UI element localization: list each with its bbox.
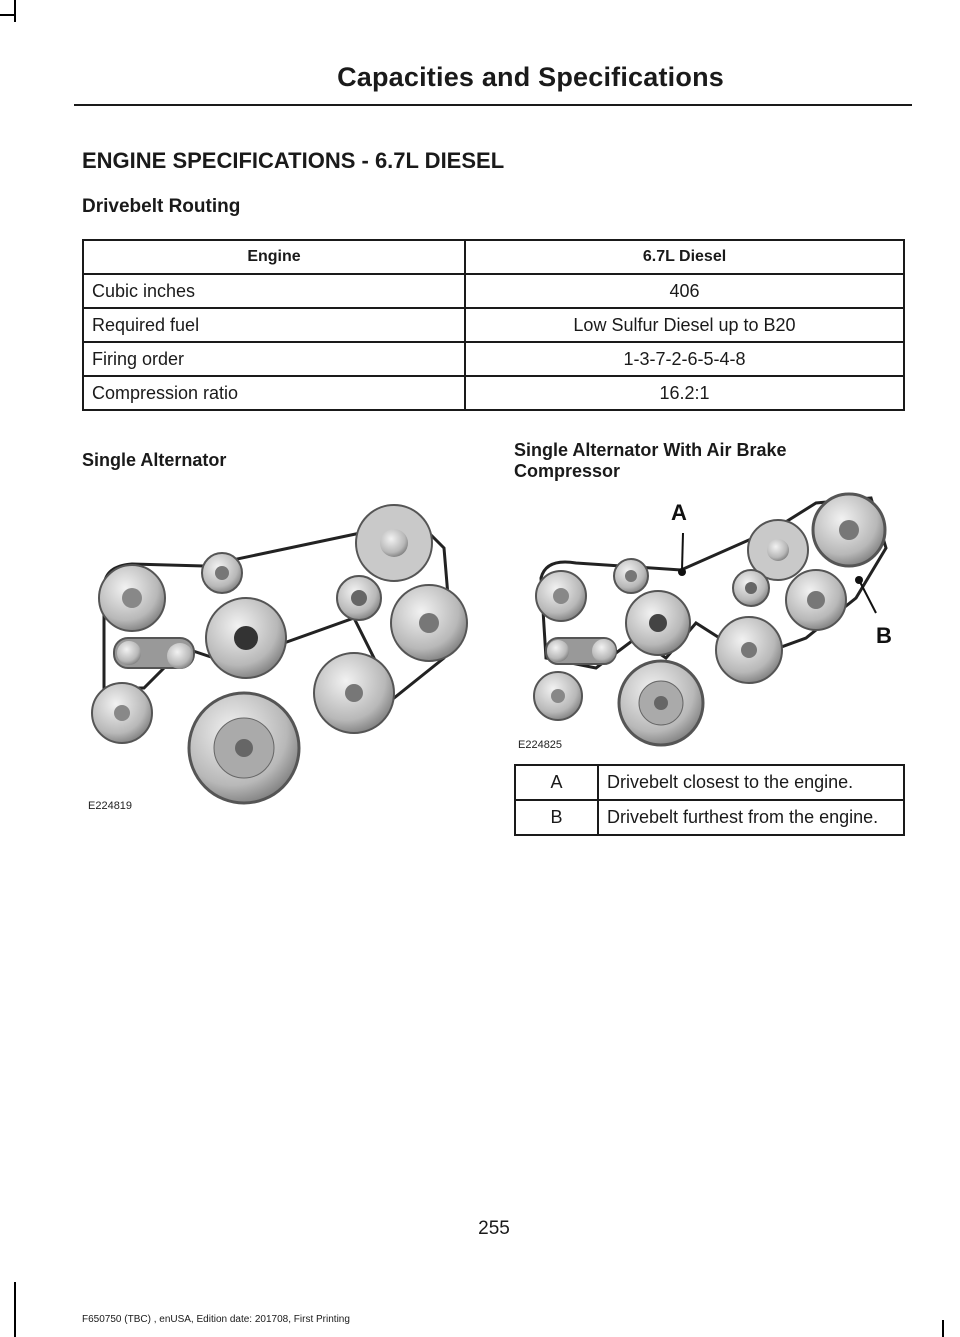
spec-label: Firing order	[83, 342, 465, 376]
pulley-water-pump	[626, 591, 690, 655]
section-subtitle: Drivebelt Routing	[82, 196, 241, 217]
header-divider	[74, 104, 912, 106]
crop-mark	[942, 1320, 944, 1337]
callout-a-label: A	[671, 500, 687, 525]
alternator	[356, 505, 432, 581]
spec-label: Required fuel	[83, 308, 465, 342]
pulley-idler-right	[733, 570, 769, 606]
pulley-idler-top	[202, 553, 242, 593]
pulley-tensioner	[114, 638, 194, 669]
callout-b-leader	[859, 580, 876, 613]
pulley-upper-left	[536, 571, 586, 621]
spec-value: 406	[465, 274, 904, 308]
single-alternator-belt-diagram	[84, 488, 476, 818]
pulley-lower-left	[92, 683, 152, 743]
crop-mark	[0, 14, 16, 16]
pulley-crankshaft-damper	[189, 693, 299, 803]
legend-description: Drivebelt furthest from the engine.	[598, 800, 904, 835]
pulley-tensioner	[546, 638, 616, 664]
spec-label: Cubic inches	[83, 274, 465, 308]
table-row	[83, 308, 904, 342]
callout-b-dot	[855, 576, 863, 584]
table-row	[515, 765, 904, 800]
callout-a-leader	[682, 533, 683, 570]
engine-spec-table	[82, 239, 905, 411]
pulley-water-pump	[206, 598, 286, 678]
page-header-title: Capacities and Specifications	[337, 62, 724, 92]
spec-value: Low Sulfur Diesel up to B20	[465, 308, 904, 342]
pulley-fan	[391, 585, 467, 661]
crop-mark	[14, 1282, 16, 1337]
figure-title-air-brake-compressor: Single Alternator With Air Brake Compressor	[514, 440, 787, 481]
table-row	[515, 800, 904, 835]
table-row	[83, 376, 904, 410]
legend-description: Drivebelt closest to the engine.	[598, 765, 904, 800]
pulley-power-steering	[716, 617, 782, 683]
pulley-power-steering	[314, 653, 394, 733]
table-header-row	[83, 240, 904, 274]
pulley-idler-top	[614, 559, 648, 593]
spec-value: 16.2:1	[465, 376, 904, 410]
crop-mark	[14, 0, 16, 22]
figure-code-left: E224819	[88, 800, 133, 812]
spec-label: Compression ratio	[83, 376, 465, 410]
pulley-upper-left	[99, 565, 165, 631]
table-header-cell: 6.7L Diesel	[465, 240, 904, 274]
legend-key: B	[515, 800, 598, 835]
callout-legend-table	[514, 764, 905, 836]
figure-title-single-alternator: Single Alternator	[82, 450, 227, 470]
callout-a-dot	[678, 568, 686, 576]
pulley-air-compressor	[813, 494, 885, 566]
table-row	[83, 342, 904, 376]
callout-b-label: B	[876, 623, 892, 648]
legend-key: A	[515, 765, 598, 800]
figure-code-right: E224825	[518, 739, 563, 751]
air-brake-compressor-belt-diagram	[516, 488, 906, 750]
table-row	[83, 274, 904, 308]
page-number: 255	[478, 1218, 510, 1239]
table-header-cell: Engine	[83, 240, 465, 274]
pulley-lower-left	[534, 672, 582, 720]
page-footer: F650750 (TBC) , enUSA, Edition date: 201708, First Printing	[82, 1314, 350, 1325]
pulley-crankshaft-damper	[619, 661, 703, 745]
spec-value: 1-3-7-2-6-5-4-8	[465, 342, 904, 376]
section-title: ENGINE SPECIFICATIONS - 6.7L DIESEL	[82, 148, 505, 173]
pulley-fan	[786, 570, 846, 630]
pulley-idler-right	[337, 576, 381, 620]
